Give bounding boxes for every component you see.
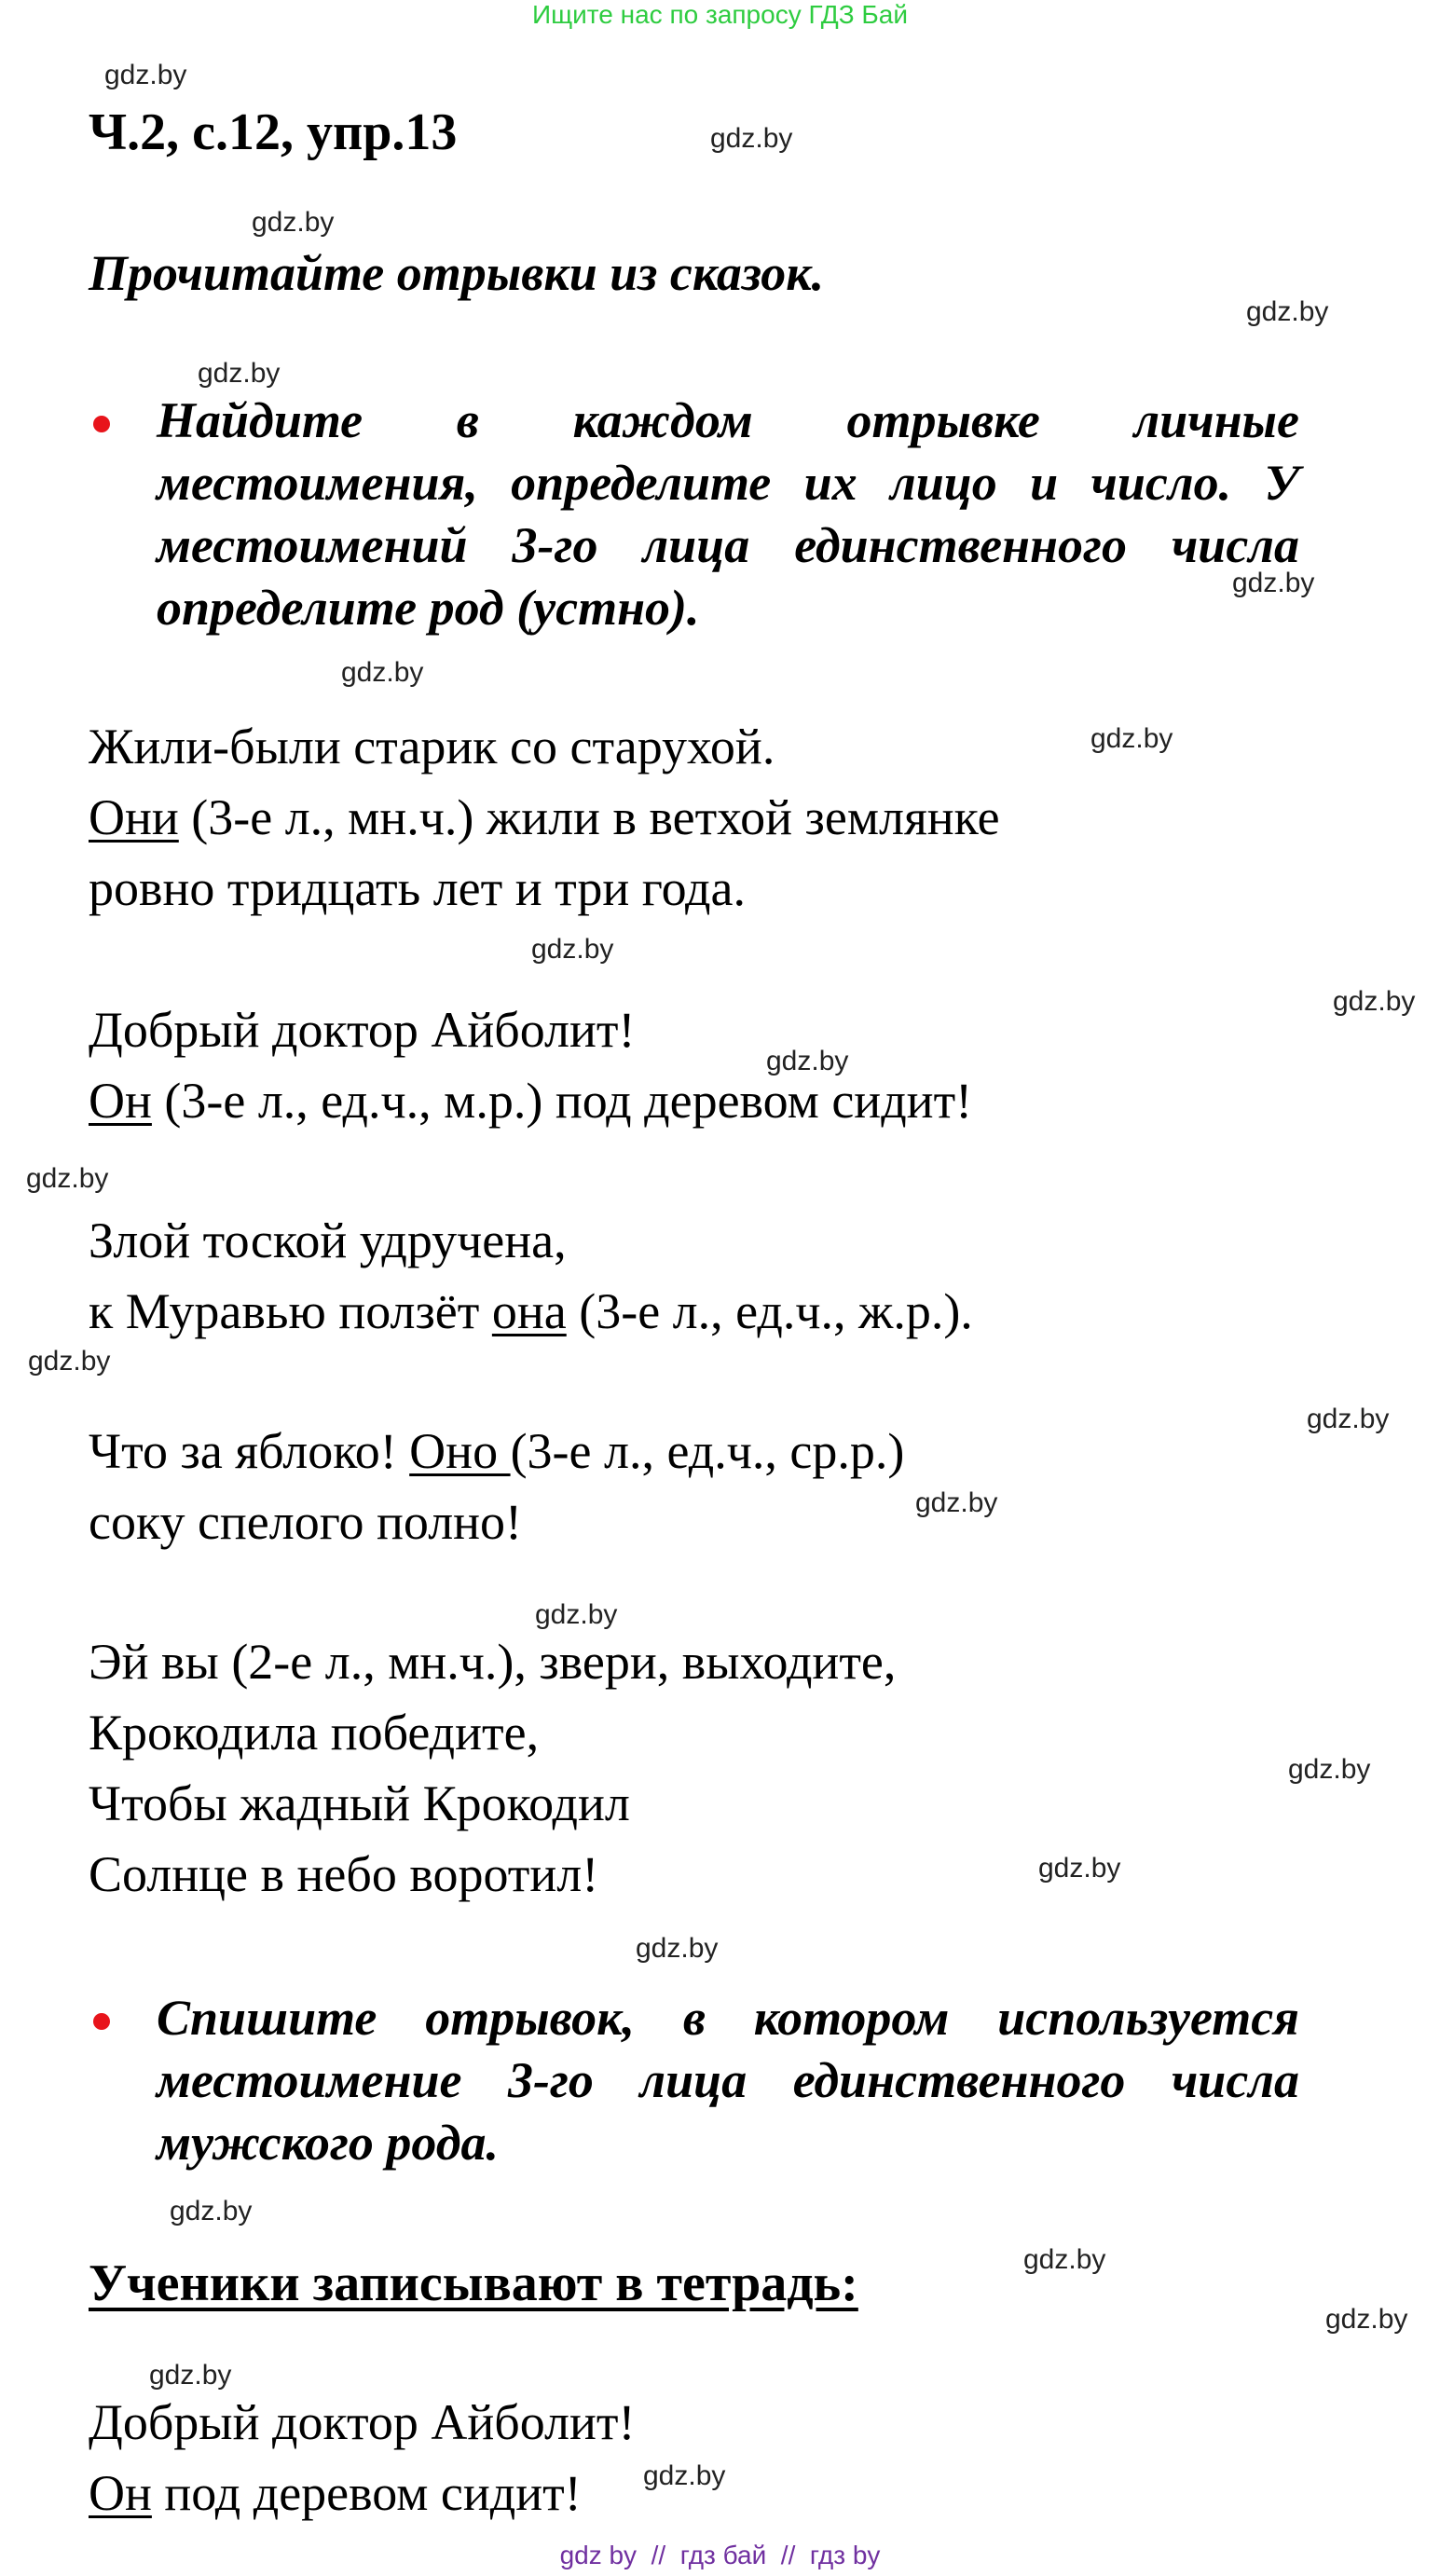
bullet-icon — [93, 416, 110, 432]
excerpt-text: (3-е л., ед.ч., ж.р.). — [566, 1283, 973, 1339]
watermark: gdz.by — [1325, 2304, 1408, 2335]
watermark: gdz.by — [1090, 723, 1173, 754]
task-2: Спишите отрывок, в котором используется местоимение 3-го лица единственного числа мужского рода. — [157, 1990, 1299, 2171]
watermark: gdz.by — [1288, 1754, 1371, 1785]
watermark: gdz.by — [170, 2196, 253, 2227]
pronoun: Оно — [409, 1423, 511, 1479]
watermark: gdz.by — [915, 1487, 998, 1518]
excerpt-5-line-2: Крокодила победите, — [89, 1705, 540, 1761]
watermark: gdz.by — [198, 358, 281, 389]
watermark: gdz.by — [710, 123, 793, 154]
excerpt-text: (3-е л., ед.ч., ср.р.) — [510, 1423, 905, 1479]
pronoun: она — [491, 1283, 567, 1339]
page-title: Ч.2, с.12, упр.13 — [89, 103, 458, 161]
watermark: gdz.by — [28, 1346, 111, 1377]
excerpt-text: (3-е л., мн.ч.) жили в ветхой землянке — [178, 789, 1000, 845]
excerpt-5-line-3: Чтобы жадный Крокодил — [89, 1775, 630, 1831]
watermark: gdz.by — [252, 207, 335, 238]
watermark: gdz.by — [766, 1046, 849, 1076]
footer: gdz by // гдз бай // гдз by — [559, 2541, 881, 2569]
excerpt-text: (3-е л., ед.ч., м.р.) под деревом сидит! — [151, 1073, 973, 1129]
watermark: gdz.by — [1307, 1404, 1390, 1434]
pronoun: Он — [89, 2465, 152, 2521]
excerpt-1-line-3: ровно тридцать лет и три года. — [89, 860, 746, 916]
watermark: gdz.by — [26, 1163, 109, 1194]
watermark: gdz.by — [636, 1933, 719, 1964]
excerpt-1-line-1: Жили-были старик со старухой. — [89, 719, 775, 774]
watermark: gdz.by — [531, 934, 614, 965]
excerpt-5-line-4: Солнце в небо воротил! — [89, 1846, 599, 1902]
answer-line-1: Добрый доктор Айболит! — [89, 2394, 636, 2450]
top-banner: Ищите нас по запросу ГДЗ Бай — [531, 0, 909, 29]
answer-text: под деревом сидит! — [151, 2465, 582, 2521]
excerpt-4-line-1 — [89, 1422, 904, 1480]
task-intro: Прочитайте отрывки из сказок. — [89, 245, 825, 301]
watermark: gdz.by — [1023, 2244, 1106, 2275]
excerpt-3-line-1: Злой тоской удручена, — [89, 1213, 567, 1268]
watermark: gdz.by — [149, 2360, 232, 2391]
answer-heading: Ученики записывают в тетрадь: — [89, 2254, 858, 2312]
watermark: gdz.by — [1246, 296, 1329, 327]
excerpt-5-line-1: Эй вы (2-е л., мн.ч.), звери, выходите, — [89, 1634, 897, 1690]
pronoun: Они — [89, 789, 179, 845]
bullet-icon — [93, 2013, 110, 2030]
watermark: gdz.by — [643, 2460, 726, 2491]
answer-line-2 — [89, 2464, 582, 2522]
watermark: gdz.by — [341, 657, 424, 688]
excerpt-text: к Муравью ползёт — [89, 1283, 492, 1339]
excerpt-3-line-2 — [89, 1282, 973, 1340]
watermark: gdz.by — [1038, 1853, 1121, 1884]
excerpt-1-line-2 — [89, 788, 1000, 846]
pronoun: Он — [89, 1073, 152, 1129]
watermark: gdz.by — [104, 60, 187, 90]
excerpt-text: Что за яблоко! — [89, 1423, 410, 1479]
watermark: gdz.by — [535, 1599, 618, 1630]
watermark: gdz.by — [1232, 568, 1315, 598]
excerpt-2-line-2 — [89, 1072, 972, 1130]
task-1: Найдите в каждом отрывке личные местоимения, определите их лицо и число. У местоимений 3-го лица единственного числа определите род (устно). — [157, 392, 1299, 636]
excerpt-4-line-2: соку спелого полно! — [89, 1494, 523, 1550]
excerpt-2-line-1: Добрый доктор Айболит! — [89, 1002, 636, 1058]
watermark: gdz.by — [1333, 986, 1416, 1017]
